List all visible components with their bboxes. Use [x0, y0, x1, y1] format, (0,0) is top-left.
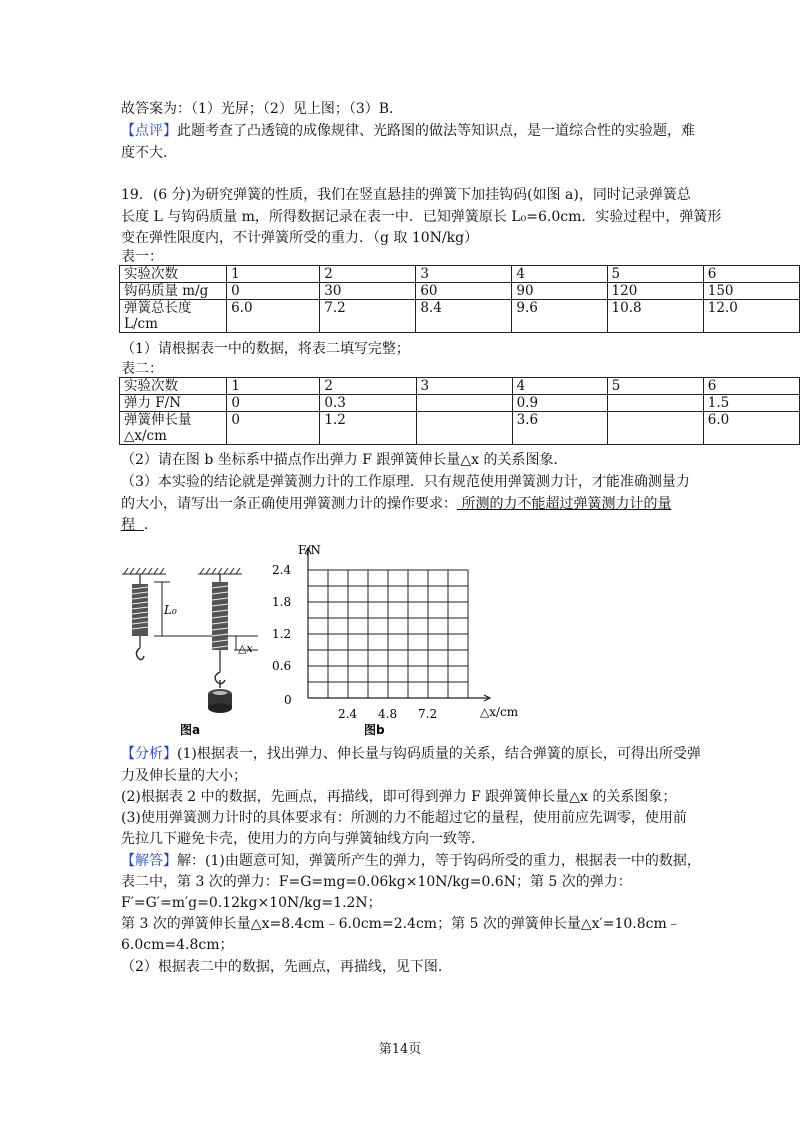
answer-line: 故答案为：（1）光屏；（2）见上图；（3）B． — [121, 101, 404, 117]
table-cell: 120 — [607, 283, 703, 300]
table2-label: 表二： — [121, 361, 163, 377]
analysis-line-4: (3)使用弹簧测力计时的具体要求有：所测的力不能超过它的量程，使用前应先调零，使用前 — [121, 810, 687, 826]
part-1: （1）请根据表一中的数据，将表二填写完整； — [121, 341, 410, 357]
question-line-2: 长度 L 与钩码质量 m，所得数据记录在表一中．已知弹簧原长 L₀=6.0cm．实验过程中，弹簧形 — [121, 209, 722, 225]
table-cell: 钩码质量 m/g — [120, 283, 227, 300]
review-paragraph — [121, 121, 695, 141]
table-cell: 9.6 — [512, 300, 607, 333]
table-cell: 6 — [703, 266, 799, 283]
table-cell: 4 — [512, 378, 607, 395]
figure-b-caption: 图b — [364, 723, 385, 737]
table-cell: 弹力 F/N — [120, 395, 227, 412]
part-3-end: ． — [143, 517, 158, 533]
analysis-line-1 — [121, 744, 701, 764]
table-cell: 5 — [607, 266, 703, 283]
figure-a-caption: 图a — [180, 723, 201, 737]
table-cell: 0 — [227, 283, 320, 300]
table-cell: 弹簧伸长量 △x/cm — [120, 412, 227, 445]
table-cell: 150 — [703, 283, 799, 300]
table-cell: 0 — [227, 395, 320, 412]
y-tick-label: 2.4 — [272, 563, 292, 577]
solution-line-5: 6.0cm=4.8cm； — [121, 937, 234, 953]
part-3-answer: 所测的力不能超过弹簧测力计的量 — [457, 496, 672, 512]
question-line-1: 19．(6 分)为研究弹簧的性质，我们在竖直悬挂的弹簧下加挂钩码(如图 a)，同时记录弹簧总 — [121, 187, 691, 203]
question-line-3: 变在弹性限度内，不计弹簧所受的重力．（g 取 10N/kg） — [121, 230, 479, 246]
part-3-line-1: （3）本实验的结论就是弹簧测力计的工作原理．只有规范使用弹簧测力计，才能准确测量力 — [121, 474, 690, 490]
table-cell: 1 — [227, 378, 320, 395]
solution-line-1 — [121, 851, 701, 871]
table-cell: 3.6 — [512, 412, 607, 445]
table-cell: 6 — [703, 378, 799, 395]
table-cell: 3 — [416, 266, 512, 283]
table-cell — [416, 395, 512, 412]
x-tick-label: 7.2 — [418, 707, 438, 721]
table-cell: 3 — [416, 378, 512, 395]
y-axis-label: F/N — [298, 543, 321, 557]
table-cell: 弹簧总长度 L/cm — [120, 300, 227, 333]
table-cell: 5 — [607, 378, 703, 395]
table-cell: 1 — [227, 266, 320, 283]
solution-tag: 【解答】 — [121, 853, 177, 869]
solution-line-4: 第 3 次的弹簧伸长量△x=8.4cm﹣6.0cm=2.4cm；第 5 次的弹簧伸长量△x′=10.8cm﹣ — [121, 916, 681, 932]
analysis-tag: 【分析】 — [121, 746, 177, 762]
review-text-cont: 度不大． — [121, 145, 177, 161]
spring-1 — [132, 574, 148, 660]
solution-line-3: F′=G′=m′g=0.12kg×10N/kg=1.2N； — [121, 895, 382, 911]
x-tick-label: 2.4 — [338, 707, 358, 721]
table-cell: 6.0 — [703, 412, 799, 445]
table-cell: 0.3 — [320, 395, 416, 412]
x-axis-label: △x/cm — [480, 705, 519, 719]
table-cell: 实验次数 — [120, 378, 227, 395]
solution-text: 解：(1)由题意可知，弹簧所产生的弹力，等于钩码所受的重力，根据表一中的数据， — [177, 853, 701, 869]
table-cell: 30 — [320, 283, 416, 300]
table-cell: 0.9 — [512, 395, 607, 412]
part-3-line-3 — [121, 515, 158, 535]
analysis-text: (1)根据表一，找出弹力、伸长量与钩码质量的关系，结合弹簧的原长，可得出所受弹 — [177, 746, 701, 762]
label-dx: △x — [238, 642, 253, 655]
page-number: 第14页 — [378, 1042, 422, 1057]
solution-line-2: 表二中，第 3 次的弹力：F=G=mg=0.06kg×10N/kg=0.6N；第 5 次的弹力： — [121, 874, 632, 890]
table-cell — [607, 395, 703, 412]
figure-a-springs — [118, 562, 263, 740]
review-text: 此题考查了凸透镜的成像规律、光路图的做法等知识点，是一道综合性的实验题，难 — [177, 123, 695, 139]
table-cell: 10.8 — [607, 300, 703, 333]
table-cell: 60 — [416, 283, 512, 300]
x-tick-label: 4.8 — [378, 707, 398, 721]
table-one — [119, 265, 800, 333]
table-cell: 12.0 — [703, 300, 799, 333]
y-tick-label: 0.6 — [272, 659, 292, 673]
table-row — [120, 300, 800, 333]
analysis-line-3: (2)根据表 2 中的数据，先画点，再描线，即可得到弹力 F 跟弹簧伸长量△x 的关系图象； — [121, 789, 677, 805]
table-cell: 4 — [512, 266, 607, 283]
origin-label: 0 — [284, 693, 292, 707]
analysis-line-5: 先拉几下避免卡壳，使用力的方向与弹簧轴线方向一致等． — [121, 831, 485, 847]
table-row — [120, 412, 800, 445]
table-cell: 1.2 — [320, 412, 416, 445]
table-cell — [607, 412, 703, 445]
review-tag: 【点评】 — [121, 123, 177, 139]
part-3-answer-cont: 程 — [121, 517, 144, 533]
table-row — [120, 266, 800, 283]
table-cell: 0 — [227, 412, 320, 445]
table-cell: 7.2 — [320, 300, 416, 333]
table-cell: 2 — [320, 378, 416, 395]
table-cell: 90 — [512, 283, 607, 300]
table-cell: 1.5 — [703, 395, 799, 412]
table-cell — [416, 412, 512, 445]
x-axis — [308, 695, 490, 701]
table-row — [120, 395, 800, 412]
solution-line-6: （2）根据表二中的数据，先画点，再描线，见下图． — [121, 959, 452, 975]
table-row — [120, 283, 800, 300]
label-l0: L₀ — [164, 603, 177, 617]
spring-2 — [208, 574, 232, 713]
table-row — [120, 378, 800, 395]
y-tick-label: 1.8 — [272, 595, 292, 609]
part-3-prefix: 的大小，请写出一条正确使用弹簧测力计的操作要求： — [121, 496, 457, 512]
table-cell: 实验次数 — [120, 266, 227, 283]
table-two — [119, 377, 800, 445]
table-cell: 6.0 — [227, 300, 320, 333]
table-cell: 8.4 — [416, 300, 512, 333]
analysis-line-2: 力及伸长量的大小； — [121, 768, 247, 784]
part-2: （2）请在图 b 坐标系中描点作出弹力 F 跟弹簧伸长量△x 的关系图象． — [121, 452, 568, 468]
table-cell: 2 — [320, 266, 416, 283]
y-tick-label: 1.2 — [272, 627, 292, 641]
table1-label: 表一： — [121, 249, 163, 265]
part-3-line-2 — [121, 494, 671, 514]
figure-b-chart — [268, 540, 519, 740]
